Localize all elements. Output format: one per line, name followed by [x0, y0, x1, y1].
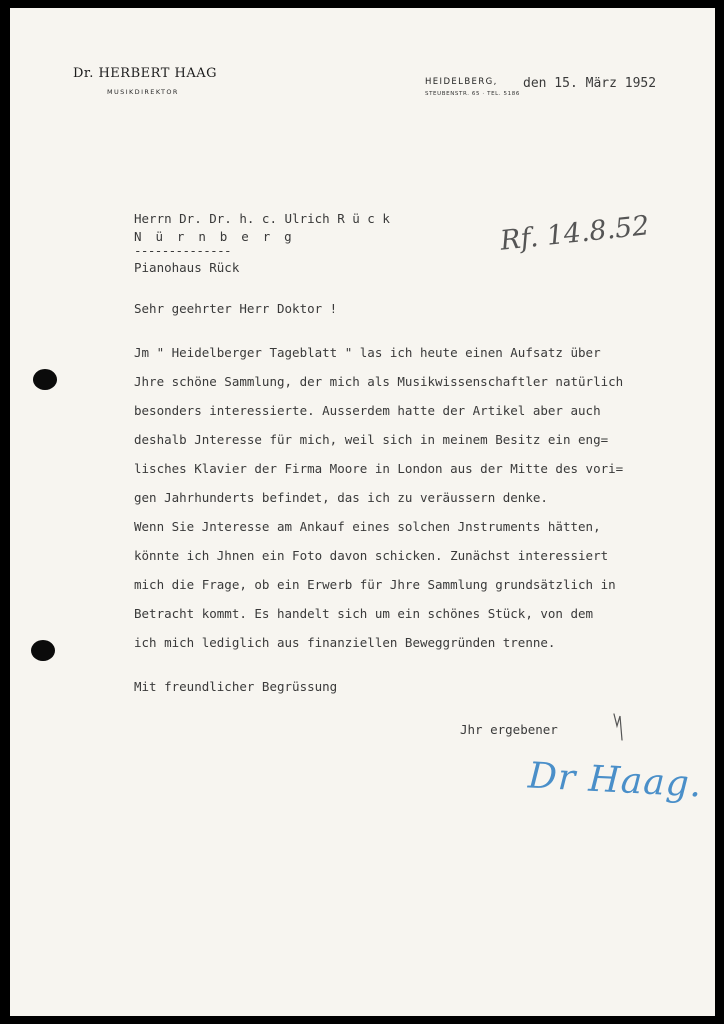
body-line: deshalb Jnteresse für mich, weil sich in meinem Besitz ein eng=: [134, 432, 609, 447]
letterhead-title: MUSIKDIREKTOR: [107, 88, 179, 96]
body-line: Wenn Sie Jnteresse am Ankauf eines solchen Jnstruments hätten,: [134, 519, 601, 534]
letterhead-address: STEUBENSTR. 65 · TEL. 5186: [425, 91, 520, 97]
letterhead-name: Dr. HERBERT HAAG: [73, 66, 217, 81]
punch-hole: [31, 640, 55, 661]
punch-hole: [33, 369, 57, 390]
body-line: lisches Klavier der Firma Moore in London aus der Mitte des vori=: [134, 461, 624, 476]
letter-page: [10, 8, 715, 1016]
body-line: könnte ich Jhnen ein Foto davon schicken. Zunächst interessiert: [134, 548, 609, 563]
salutation: Sehr geehrter Herr Doktor !: [134, 301, 338, 316]
pencil-check-mark: [610, 696, 630, 746]
recipient-line-1: [134, 211, 390, 226]
body-line: Jhre schöne Sammlung, der mich als Musikwissenschaftler natürlich: [134, 374, 624, 389]
body-line: besonders interessierte. Ausserdem hatte der Artikel aber auch: [134, 403, 601, 418]
letter-date: den 15. März 1952: [523, 76, 657, 91]
letterhead-city: HEIDELBERG,: [425, 77, 498, 87]
pencil-annotation: Rf. 14.8.52: [498, 210, 651, 257]
recipient-city: N ü r n b e r g: [134, 229, 295, 244]
recipient-surname: R ü c k: [337, 211, 390, 226]
recipient-underline: --------------: [134, 243, 231, 258]
valediction: Jhr ergebener: [460, 722, 558, 737]
body-line: ich mich lediglich aus finanziellen Beweggründen trenne.: [134, 635, 556, 650]
signature: Dr Haag.: [527, 755, 704, 806]
body-line: Betracht kommt. Es handelt sich um ein schönes Stück, von dem: [134, 606, 594, 621]
recipient-name: Herrn Dr. Dr. h. c. Ulrich: [134, 211, 330, 226]
closing: Mit freundlicher Begrüssung: [134, 679, 338, 694]
body-line: gen Jahrhunderts befindet, das ich zu veräussern denke.: [134, 490, 548, 505]
body-line: mich die Frage, ob ein Erwerb für Jhre Sammlung grundsätzlich in: [134, 577, 616, 592]
body-line: Jm " Heidelberger Tageblatt " las ich heute einen Aufsatz über: [134, 345, 601, 360]
recipient-company: Pianohaus Rück: [134, 260, 240, 275]
